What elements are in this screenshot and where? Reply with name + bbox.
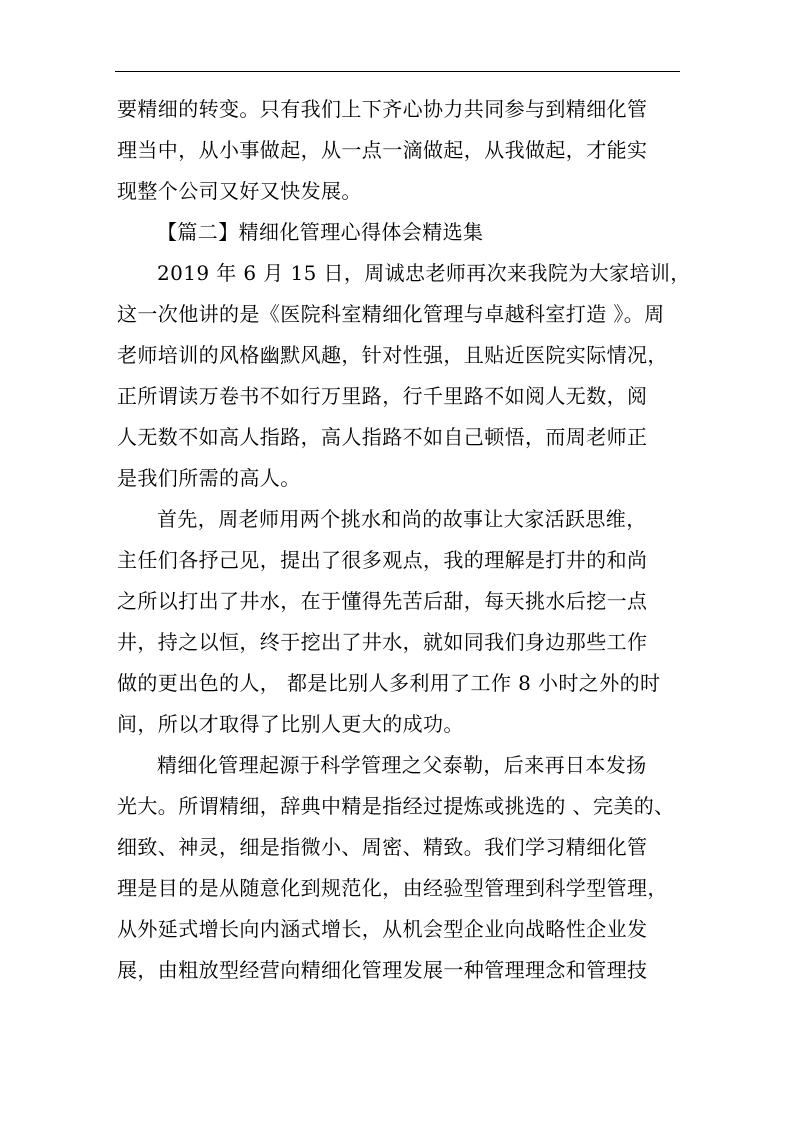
text-line: 这一次他讲的是《医院科室精细化管理与卓越科室打造 》。周 <box>117 302 665 326</box>
header-rule <box>115 71 680 72</box>
text-line: 现整个公司又好又快发展。 <box>117 179 362 203</box>
text-line: 光大。所谓精细，辞典中精是指经过提炼或挑选的 、完美的、 <box>117 794 675 818</box>
text-line: 老师培训的风格幽默风趣，针对性强，且贴近医院实际情况， <box>117 343 668 367</box>
text-line: 要精细的转变。只有我们上下齐心协力共同参与到精细化管 <box>117 97 648 121</box>
text-line: 细致、神灵，细是指微小、周密、精致。我们学习精细化管 <box>117 835 648 859</box>
text-line: 精细化管理起源于科学管理之父泰勒，后来再日本发扬 <box>157 753 647 777</box>
text-line: 井，持之以恒，终于挖出了井水，就如同我们身边那些工作 <box>117 630 648 654</box>
text-line: 2019 年 6 月 15 日，周诚忠老师再次来我院为大家培训， <box>157 261 691 285</box>
text-line: 展，由粗放型经营向精细化管理发展一种管理理念和管理技 <box>117 958 648 982</box>
text-line: 间，所以才取得了比别人更大的成功。 <box>117 712 464 736</box>
document-body <box>117 96 691 998</box>
text-line: 正所谓读万卷书不如行万里路，行千里路不如阅人无数，阅 <box>117 384 648 408</box>
text-line: 人无数不如高人指路，高人指路不如自己顿悟，而周老师正 <box>117 425 648 449</box>
text-line: 之所以打出了井水，在于懂得先苦后甜，每天挑水后挖一点 <box>117 589 648 613</box>
continued-paragraph <box>117 96 682 219</box>
section-heading: 【篇二】精细化管理心得体会精选集 <box>157 220 484 244</box>
paragraph-fine-management <box>117 752 682 998</box>
text-line: 从外延式增长向内涵式增长，从机会型企业向战略性企业发 <box>117 917 648 941</box>
text-line: 理是目的是从随意化到规范化，由经验型管理到科学型管理， <box>117 876 668 900</box>
text-line: 是我们所需的高人。 <box>117 466 301 490</box>
text-line: 首先，周老师用两个挑水和尚的故事让大家活跃思维， <box>157 507 647 531</box>
text-line: 做的更出色的人， 都是比别人多利用了工作 8 小时之外的时 <box>117 671 661 695</box>
paragraph-training <box>117 260 691 506</box>
text-line: 主任们各抒己见，提出了很多观点，我的理解是打井的和尚 <box>117 548 648 572</box>
text-line: 理当中，从小事做起，从一点一滴做起，从我做起，才能实 <box>117 138 648 162</box>
paragraph-monk-story <box>117 506 682 752</box>
